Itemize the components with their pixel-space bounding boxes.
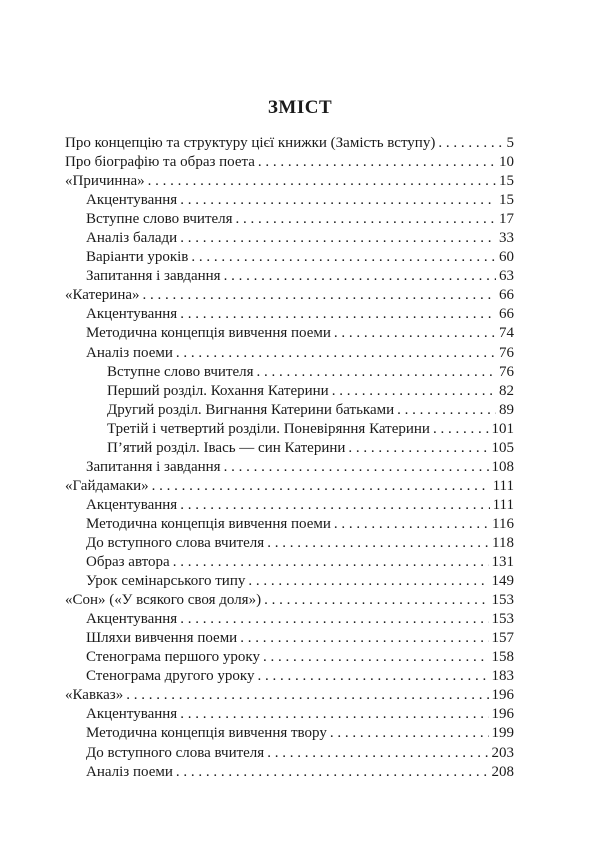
toc-entry-page-number: 15 (499, 192, 514, 209)
dot-leader (267, 534, 489, 553)
toc-entry-page-number: 63 (499, 268, 514, 285)
toc-entry-page-number: 157 (491, 630, 514, 647)
toc-entry-page-number: 89 (499, 401, 514, 418)
toc-entry-page-number: 108 (491, 458, 514, 475)
dot-leader (126, 686, 488, 705)
toc-entry-page-number: 116 (492, 515, 514, 532)
toc-entry-title: До вступного слова вчителя (86, 744, 267, 763)
toc-entry (65, 344, 514, 363)
dot-leader (236, 210, 496, 229)
dot-leader (180, 610, 488, 629)
toc-entry-page-number: 76 (499, 344, 514, 361)
toc-entry (65, 382, 514, 401)
dot-leader (330, 724, 489, 743)
toc-entry-title: Варіанти уроків (86, 248, 191, 267)
toc-entry (65, 477, 514, 496)
dot-leader (348, 439, 488, 458)
toc-entry-page-number: 203 (491, 744, 514, 761)
toc-entry-title: П’ятий розділ. Івась — син Катерини (107, 439, 348, 458)
toc-entry-title: До вступного слова вчителя (86, 534, 267, 553)
toc-entry-page-number: 76 (499, 363, 514, 380)
toc-entry (65, 210, 514, 229)
toc-entry-page-number: 183 (491, 668, 514, 685)
dot-leader (264, 591, 488, 610)
toc-entry-page-number: 208 (491, 763, 514, 780)
toc-entry-title: «Сон» («У всякого своя доля») (65, 591, 264, 610)
toc-entry (65, 248, 514, 267)
toc-entry-title: Методична концепція вивчення поеми (86, 324, 334, 343)
toc-entry-title: Аналіз балади (86, 229, 180, 248)
toc-entry (65, 172, 514, 191)
dot-leader (334, 324, 496, 343)
toc-entry-page-number: 17 (499, 211, 514, 228)
dot-leader (267, 744, 488, 763)
table-of-contents (65, 134, 514, 782)
dot-leader (257, 667, 488, 686)
toc-entry-title: Акцентування (86, 305, 180, 324)
toc-entry (65, 572, 514, 591)
toc-entry-title: Стенограма першого уроку (86, 648, 263, 667)
dot-leader (176, 344, 496, 363)
dot-leader (248, 572, 488, 591)
toc-entry-title: «Гайдамаки» (65, 477, 152, 496)
toc-entry-page-number: 82 (499, 382, 514, 399)
toc-entry (65, 305, 514, 324)
toc-entry-page-number: 101 (491, 420, 514, 437)
toc-entry-title: Урок семінарського типу (86, 572, 248, 591)
toc-entry (65, 629, 514, 648)
toc-entry-title: «Катерина» (65, 286, 143, 305)
dot-leader (224, 458, 489, 477)
toc-entry-page-number: 33 (499, 230, 514, 247)
toc-entry-title: Про біографію та образ поета (65, 153, 258, 172)
toc-entry-page-number: 153 (491, 592, 514, 609)
toc-entry-page-number: 15 (499, 173, 514, 190)
toc-entry-title: Шляхи вивчення поеми (86, 629, 240, 648)
toc-entry-title: Третій і четвертий розділи. Поневіряння Катерини (107, 420, 433, 439)
toc-entry (65, 324, 514, 343)
dot-leader (224, 267, 496, 286)
toc-entry-title: Методична концепція вивчення поеми (86, 515, 334, 534)
dot-leader (148, 172, 496, 191)
toc-entry-title: Акцентування (86, 191, 180, 210)
toc-entry-title: «Причинна» (65, 172, 148, 191)
toc-entry-page-number: 149 (491, 573, 514, 590)
toc-entry (65, 458, 514, 477)
toc-entry-title: Акцентування (86, 610, 180, 629)
toc-entry-title: Другий розділ. Вигнання Катерини батьками (107, 401, 397, 420)
toc-entry (65, 496, 514, 515)
toc-entry (65, 134, 514, 153)
toc-entry-page-number: 199 (491, 725, 514, 742)
toc-entry-page-number: 60 (499, 249, 514, 266)
toc-entry (65, 515, 514, 534)
toc-entry (65, 153, 514, 172)
toc-entry (65, 229, 514, 248)
dot-leader (173, 553, 489, 572)
toc-entry (65, 553, 514, 572)
toc-entry (65, 191, 514, 210)
dot-leader (180, 229, 496, 248)
toc-entry (65, 648, 514, 667)
toc-entry-page-number: 118 (492, 534, 514, 551)
toc-entry-title: Вступне слово вчителя (107, 363, 257, 382)
toc-entry-page-number: 158 (491, 649, 514, 666)
dot-leader (240, 629, 488, 648)
toc-entry-page-number: 111 (492, 496, 514, 513)
dot-leader (152, 477, 490, 496)
toc-entry-page-number: 196 (491, 687, 514, 704)
toc-entry-title: Вступне слово вчителя (86, 210, 236, 229)
toc-entry-title: Запитання і завдання (86, 267, 224, 286)
dot-leader (257, 363, 496, 382)
toc-entry-page-number: 111 (492, 477, 514, 494)
dot-leader (180, 191, 496, 210)
dot-leader (180, 705, 488, 724)
dot-leader (263, 648, 489, 667)
dot-leader (180, 305, 496, 324)
toc-entry (65, 705, 514, 724)
toc-entry-title: Про концепцію та структуру цієї книжки (Замість вступу) (65, 134, 438, 153)
dot-leader (433, 420, 489, 439)
toc-entry-title: Аналіз поеми (86, 344, 176, 363)
toc-entry (65, 724, 514, 743)
toc-entry (65, 610, 514, 629)
toc-entry-title: Методична концепція вивчення твору (86, 724, 330, 743)
toc-entry (65, 534, 514, 553)
toc-entry-page-number: 131 (491, 554, 514, 571)
dot-leader (334, 515, 489, 534)
toc-entry-title: Аналіз поеми (86, 763, 176, 782)
toc-entry (65, 439, 514, 458)
toc-entry (65, 744, 514, 763)
toc-entry-page-number: 66 (499, 287, 514, 304)
toc-entry (65, 267, 514, 286)
toc-entry-title: Запитання і завдання (86, 458, 224, 477)
dot-leader (143, 286, 496, 305)
toc-entry-title: Стенограма другого уроку (86, 667, 257, 686)
toc-entry (65, 401, 514, 420)
toc-entry-page-number: 5 (506, 135, 514, 151)
toc-entry-title: Перший розділ. Кохання Катерини (107, 382, 332, 401)
toc-entry-page-number: 196 (491, 706, 514, 723)
toc-entry-page-number: 153 (491, 611, 514, 628)
page-title: ЗМІСТ (267, 97, 333, 118)
toc-entry-page-number: 10 (499, 154, 514, 171)
toc-entry (65, 667, 514, 686)
dot-leader (191, 248, 496, 267)
dot-leader (438, 134, 503, 153)
toc-entry-title: «Кавказ» (65, 686, 126, 705)
dot-leader (397, 401, 496, 420)
dot-leader (332, 382, 496, 401)
toc-entry-page-number: 105 (491, 439, 514, 456)
toc-entry (65, 420, 514, 439)
toc-entry (65, 763, 514, 782)
toc-entry-title: Акцентування (86, 705, 180, 724)
toc-entry-page-number: 74 (499, 325, 514, 342)
toc-entry-title: Образ автора (86, 553, 173, 572)
dot-leader (176, 763, 489, 782)
toc-entry (65, 591, 514, 610)
toc-entry-page-number: 66 (499, 306, 514, 323)
dot-leader (258, 153, 496, 172)
toc-entry (65, 686, 514, 705)
toc-entry (65, 286, 514, 305)
toc-entry (65, 363, 514, 382)
toc-entry-title: Акцентування (86, 496, 180, 515)
dot-leader (180, 496, 489, 515)
